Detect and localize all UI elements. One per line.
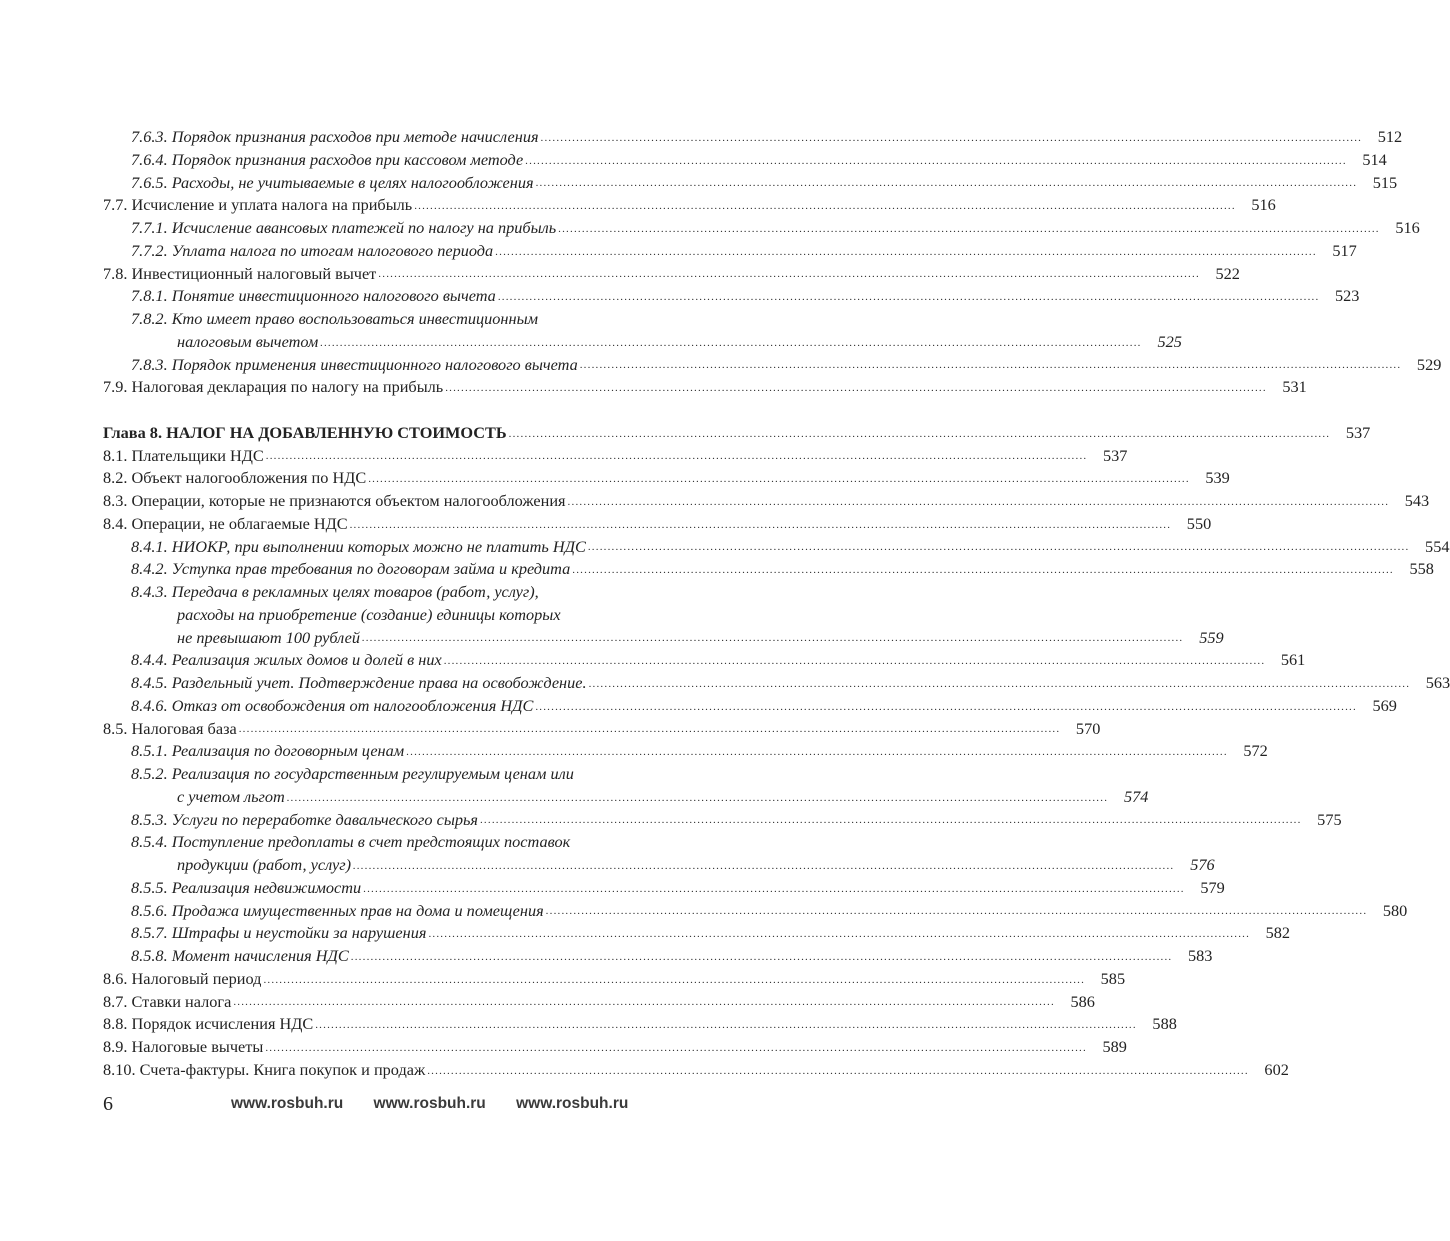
- toc-page-number: 588: [1152, 1014, 1177, 1034]
- toc-page-number: 575: [1317, 809, 1342, 829]
- toc-subsection[interactable]: [103, 126, 1403, 149]
- toc-page-number: 585: [1100, 968, 1126, 988]
- toc-entry-title: 8.7. Ставки налога: [103, 991, 232, 1011]
- toc-page-number: 559: [1199, 627, 1224, 647]
- dot-leader: [348, 520, 1172, 531]
- dot-leader: [263, 1043, 1087, 1054]
- footer-url[interactable]: www.rosbuh.ru: [373, 1095, 486, 1112]
- toc-entry-title: 8.8. Порядок исчисления НДС: [103, 1014, 314, 1034]
- dot-leader: [366, 474, 1190, 485]
- toc-subsection[interactable]: [103, 217, 1420, 240]
- toc-section[interactable]: [103, 263, 1240, 286]
- toc-subsection[interactable]: [103, 649, 1306, 672]
- toc-entry-title: 7.7.2. Уплата налога по итогам налогового периода: [131, 240, 494, 260]
- toc-page-number: 574: [1124, 786, 1149, 806]
- dot-leader: [412, 201, 1236, 212]
- dot-leader: [318, 338, 1142, 349]
- toc-subsection[interactable]: [103, 558, 1434, 581]
- toc-subsection[interactable]: [103, 695, 1397, 718]
- dot-leader: [361, 884, 1185, 895]
- toc-page-number: 589: [1102, 1037, 1127, 1056]
- toc-section[interactable]: [103, 376, 1307, 399]
- toc-page-number: 516: [1395, 218, 1420, 237]
- dot-leader: [231, 997, 1055, 1008]
- toc-page-number: 523: [1335, 286, 1360, 306]
- dot-leader: [426, 929, 1250, 940]
- toc-entry-title: 8.4. Операции, не облагаемые НДС: [103, 513, 348, 533]
- dot-leader: [237, 724, 1061, 735]
- dot-leader: [261, 975, 1085, 986]
- dot-leader: [534, 178, 1358, 189]
- toc-page-number: 515: [1372, 172, 1398, 192]
- toc-entry-title: налоговым вычетом: [177, 331, 319, 351]
- footer-urls: [231, 1094, 654, 1114]
- page-number: 6: [103, 1093, 113, 1115]
- toc-entry-title: не превышают 100 рублей: [177, 627, 361, 647]
- dot-leader: [443, 383, 1267, 394]
- toc-page-number: 582: [1265, 923, 1291, 943]
- toc-subsection[interactable]: [103, 945, 1213, 968]
- toc-section[interactable]: [103, 1013, 1177, 1036]
- toc-page-number: 514: [1362, 149, 1387, 169]
- toc-entry-title: 7.7. Исчисление и уплата налога на прибыль: [103, 195, 413, 215]
- toc-subsection[interactable]: [103, 285, 1360, 308]
- dot-leader: [493, 247, 1317, 258]
- toc-entry-title: 8.10. Счета-фактуры. Книга покупок и продаж: [103, 1059, 426, 1079]
- toc-entry-title: 8.1. Плательщики НДС: [103, 445, 264, 465]
- toc-entry-title: 8.9. Налоговые вычеты: [103, 1037, 264, 1056]
- toc-page-number: 569: [1372, 695, 1397, 715]
- toc-subsection[interactable]: [103, 354, 1442, 377]
- toc-page-number: 537: [1345, 422, 1371, 442]
- toc-subsection[interactable]: [103, 922, 1291, 945]
- table-of-contents: [103, 126, 1450, 1082]
- dot-leader: [566, 497, 1390, 508]
- dot-leader: [442, 656, 1266, 667]
- toc-page-number: 563: [1425, 673, 1450, 692]
- toc-page-number: 516: [1251, 195, 1276, 215]
- dot-leader: [425, 1066, 1249, 1077]
- toc-entry-title: с учетом льгот: [177, 786, 285, 806]
- toc-page-number: 580: [1382, 900, 1408, 920]
- toc-section[interactable]: [103, 968, 1126, 991]
- toc-page-number: 537: [1102, 445, 1128, 465]
- dot-leader: [544, 906, 1368, 917]
- dot-leader: [556, 224, 1380, 235]
- dot-leader: [586, 542, 1410, 553]
- toc-entry-title: 8.5.8. Момент начисления НДС: [131, 946, 349, 965]
- toc-section[interactable]: [103, 194, 1276, 217]
- toc-subsection[interactable]: [103, 763, 1149, 809]
- toc-entry-title-line: 8.5.4. Поступление предоплаты в счет предстоящих поставок: [131, 832, 571, 852]
- dot-leader: [496, 292, 1320, 303]
- dot-leader: [587, 679, 1411, 690]
- toc-entry-title: 8.2. Объект налогообложения по НДС: [103, 468, 367, 488]
- toc-page-number: 531: [1282, 377, 1307, 397]
- toc-page-number: 586: [1070, 991, 1095, 1011]
- toc-subsection[interactable]: [103, 240, 1357, 263]
- toc-section[interactable]: [103, 490, 1430, 513]
- toc-entry-title: 7.6.5. Расходы, не учитываемые в целях налогообложения: [131, 172, 534, 192]
- toc-entry-title: 8.5. Налоговая база: [103, 718, 237, 738]
- toc-page-number: 583: [1187, 946, 1213, 965]
- dot-leader: [264, 451, 1088, 462]
- toc-subsection[interactable]: [103, 831, 1215, 877]
- dot-leader: [351, 861, 1175, 872]
- toc-page-number: 543: [1404, 491, 1430, 510]
- dot-leader: [313, 1020, 1137, 1031]
- toc-page-number: 512: [1377, 127, 1403, 146]
- toc-subsection[interactable]: [103, 536, 1450, 559]
- toc-page-number: 579: [1200, 877, 1225, 897]
- toc-entry-title-line: 8.5.2. Реализация по государственным регулируемым ценам или: [131, 764, 574, 783]
- toc-entry-title: 8.4.1. НИОКР, при выполнении которых можно не платить НДС: [131, 536, 586, 556]
- toc-entry-title: 8.6. Налоговый период: [103, 968, 262, 988]
- toc-subsection[interactable]: [103, 809, 1342, 832]
- toc-page-number: 522: [1215, 263, 1240, 283]
- dot-leader: [376, 269, 1200, 280]
- dot-leader: [478, 815, 1302, 826]
- footer-url[interactable]: www.rosbuh.ru: [231, 1095, 344, 1112]
- toc-entry-title: 7.8.1. Понятие инвестиционного налогового вычета: [131, 286, 496, 306]
- toc-entry-title: 7.8. Инвестиционный налоговый вычет: [103, 263, 377, 283]
- toc-entry-title: Глава 8. НАЛОГ НА ДОБАВЛЕННУЮ СТОИМОСТЬ: [103, 422, 507, 442]
- toc-entry-title: 8.5.5. Реализация недвижимости: [131, 877, 362, 897]
- toc-entry-title-line: 7.8.2. Кто имеет право воспользоваться инвестиционным: [131, 309, 538, 328]
- toc-page-number: 517: [1332, 240, 1357, 260]
- footer-url[interactable]: www.rosbuh.ru: [516, 1095, 629, 1112]
- toc-entry-title: 8.4.5. Раздельный учет. Подтверждение права на освобождение.: [131, 673, 587, 692]
- toc-page-number: 525: [1157, 331, 1182, 351]
- toc-entry-title: 8.4.4. Реализация жилых домов и долей в них: [131, 650, 442, 670]
- toc-entry-title-line: 8.4.3. Передача в рекламных целях товаров (работ, услуг),: [131, 582, 539, 601]
- toc-entry-title: 7.6.4. Порядок признания расходов при кассовом методе: [131, 149, 524, 169]
- toc-section[interactable]: [103, 513, 1212, 536]
- toc-page-number: 602: [1264, 1059, 1289, 1079]
- toc-entry-title: 8.5.6. Продажа имущественных прав на дома и помещения: [131, 900, 544, 920]
- toc-entry-title: продукции (работ, услуг): [177, 855, 352, 874]
- dot-leader: [539, 133, 1363, 144]
- toc-entry-title: 7.6.3. Порядок признания расходов при методе начисления: [131, 127, 539, 146]
- toc-subsection[interactable]: [103, 877, 1225, 900]
- toc-subsection[interactable]: [103, 740, 1268, 763]
- dot-leader: [507, 429, 1331, 440]
- toc-subsection[interactable]: [103, 149, 1387, 172]
- toc-entry-title: 8.5.1. Реализация по договорным ценам: [131, 741, 405, 761]
- toc-entry-title-line: расходы на приобретение (создание) единицы которых: [177, 604, 561, 624]
- toc-entry-title: 8.3. Операции, которые не признаются объектом налогообложения: [103, 491, 566, 510]
- toc-subsection[interactable]: [103, 172, 1398, 195]
- toc-entry-title: 8.4.2. Уступка прав требования по договорам займа и кредита: [131, 559, 571, 579]
- toc-chapter[interactable]: [103, 422, 1371, 445]
- page-footer: [103, 1092, 749, 1116]
- dot-leader: [285, 793, 1109, 804]
- toc-section[interactable]: [103, 467, 1230, 490]
- toc-page-number: 554: [1425, 536, 1450, 556]
- toc-entry-title: 7.7.1. Исчисление авансовых платежей по налогу на прибыль: [131, 218, 557, 237]
- toc-page-number: 539: [1205, 468, 1230, 488]
- toc-section[interactable]: [103, 445, 1128, 468]
- dot-leader: [404, 747, 1228, 758]
- toc-page-number: 561: [1280, 650, 1306, 670]
- toc-section[interactable]: [103, 1036, 1127, 1059]
- dot-leader: [349, 952, 1173, 963]
- dot-leader: [360, 633, 1184, 644]
- toc-subsection[interactable]: [103, 581, 1224, 649]
- dot-leader: [578, 360, 1402, 371]
- toc-entry-title: 8.5.3. Услуги по переработке давальческого сырья: [131, 809, 478, 829]
- dot-leader: [570, 565, 1394, 576]
- toc-section[interactable]: [103, 718, 1101, 741]
- toc-entry-title: 7.9. Налоговая декларация по налогу на прибыль: [103, 377, 444, 397]
- toc-entry-title: 7.8.3. Порядок применения инвестиционного налогового вычета: [131, 354, 578, 374]
- toc-entry-title: 8.5.7. Штрафы и неустойки за нарушения: [131, 923, 427, 943]
- toc-page-number: 576: [1190, 855, 1215, 874]
- spacer: [103, 399, 749, 422]
- toc-subsection[interactable]: [103, 308, 1182, 354]
- toc-page-number: 558: [1409, 559, 1434, 579]
- toc-subsection[interactable]: [103, 672, 1450, 695]
- toc-page-number: 570: [1075, 718, 1101, 738]
- toc-section[interactable]: [103, 991, 1095, 1014]
- toc-page-number: 529: [1416, 354, 1442, 374]
- toc-entry-title: 8.4.6. Отказ от освобождения от налогообложения НДС: [131, 695, 534, 715]
- toc-page-number: 572: [1243, 741, 1268, 761]
- toc-page-number: 550: [1186, 513, 1212, 533]
- dot-leader: [533, 702, 1357, 713]
- toc-subsection[interactable]: [103, 900, 1408, 923]
- dot-leader: [523, 156, 1347, 167]
- toc-section[interactable]: [103, 1059, 1289, 1082]
